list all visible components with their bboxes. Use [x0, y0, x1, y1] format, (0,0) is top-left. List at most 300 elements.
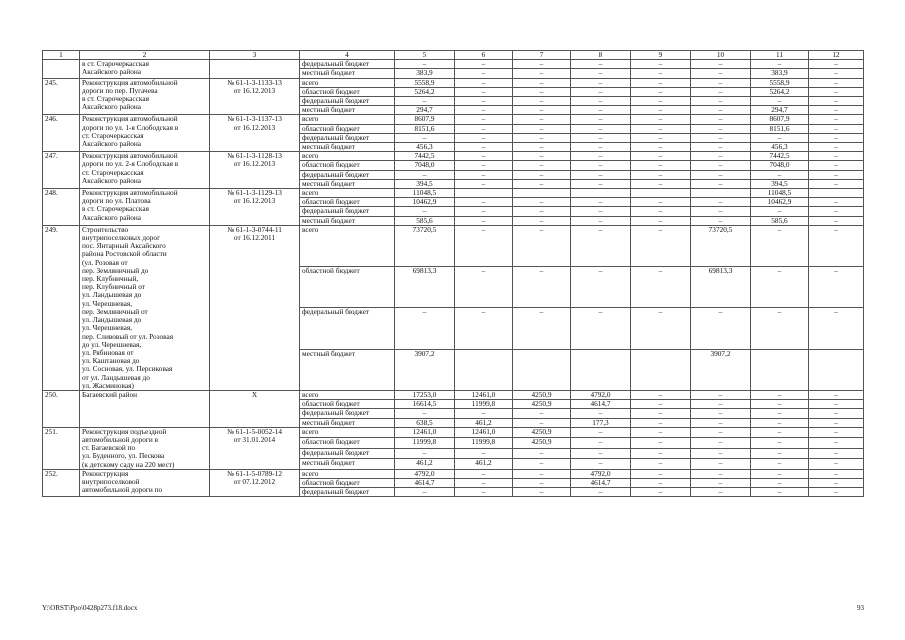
item-number: 245.: [43, 78, 80, 115]
amount-cell: –: [513, 143, 571, 152]
amount-cell: –: [691, 87, 751, 96]
amount-cell: –: [809, 78, 864, 87]
amount-cell: 10462,9: [395, 198, 455, 207]
amount-cell: –: [571, 69, 631, 78]
amount-cell: –: [571, 216, 631, 225]
amount-cell: 11999,8: [395, 438, 455, 449]
object-name-line: пер. Сливовый от ул. Розовая: [82, 331, 174, 341]
amount-cell: 4250,9: [513, 438, 571, 449]
expertise-document: [210, 152, 300, 189]
amount-cell: –: [571, 170, 631, 179]
amount-cell: –: [513, 78, 571, 87]
column-number-header: 11: [751, 51, 809, 60]
amount-cell: 4614,7: [571, 400, 631, 409]
item-number: 246.: [43, 115, 80, 152]
amount-cell: –: [395, 133, 455, 142]
amount-cell: 73720,5: [691, 225, 751, 266]
amount-cell: –: [691, 438, 751, 449]
funding-source-label: федеральный бюджет: [300, 60, 395, 69]
amount-cell: 69813,3: [691, 267, 751, 308]
funding-source-label: местный бюджет: [300, 459, 395, 470]
amount-cell: –: [691, 469, 751, 478]
amount-cell: –: [751, 469, 809, 478]
amount-cell: –: [571, 97, 631, 106]
amount-cell: –: [809, 207, 864, 216]
object-name-line: Реконструкция: [82, 469, 129, 478]
amount-cell: –: [631, 438, 691, 449]
amount-cell: –: [513, 60, 571, 69]
amount-cell: 585,6: [751, 216, 809, 225]
amount-cell: 11048,5: [395, 189, 455, 198]
column-number-header: 4: [300, 51, 395, 60]
amount-cell: 12461,0: [395, 427, 455, 438]
amount-cell: –: [691, 448, 751, 459]
object-name-line: ст. Старочеркасская: [82, 167, 144, 177]
amount-cell: [691, 189, 751, 198]
document-line: от 16.12.2013: [233, 196, 276, 206]
amount-cell: –: [571, 438, 631, 449]
table-row: [43, 115, 864, 124]
object-name-line: Аксайского района: [82, 175, 142, 185]
amount-cell: –: [809, 427, 864, 438]
amount-cell: –: [571, 179, 631, 188]
object-name-line: ул. Каштановая до: [82, 356, 140, 366]
amount-cell: –: [691, 459, 751, 470]
amount-cell: –: [809, 124, 864, 133]
funding-source-label: местный бюджет: [300, 418, 395, 427]
amount-cell: –: [631, 124, 691, 133]
amount-cell: –: [455, 198, 513, 207]
amount-cell: –: [809, 390, 864, 399]
object-name-line: Реконструкция подъездной: [82, 427, 167, 436]
amount-cell: –: [513, 161, 571, 170]
object-name-line: Реконструкция автомобильной: [82, 78, 178, 87]
header-row: [43, 51, 864, 60]
amount-cell: 383,9: [395, 69, 455, 78]
amount-cell: 456,3: [395, 143, 455, 152]
amount-cell: –: [513, 418, 571, 427]
object-name-line: Аксайского района: [82, 139, 142, 149]
object-name-line: в ст. Старочеркасская: [82, 204, 149, 214]
item-number: [43, 60, 80, 78]
amount-cell: –: [455, 115, 513, 124]
amount-cell: –: [691, 488, 751, 497]
amount-cell: –: [631, 179, 691, 188]
amount-cell: –: [395, 97, 455, 106]
funding-source-label: федеральный бюджет: [300, 170, 395, 179]
amount-cell: –: [631, 143, 691, 152]
amount-cell: –: [631, 418, 691, 427]
amount-cell: –: [691, 69, 751, 78]
funding-source-label: всего: [300, 115, 395, 124]
amount-cell: –: [395, 488, 455, 497]
amount-cell: 10462,9: [751, 198, 809, 207]
amount-cell: –: [751, 438, 809, 449]
amount-cell: 294,7: [395, 106, 455, 115]
amount-cell: –: [691, 152, 751, 161]
amount-cell: –: [751, 133, 809, 142]
amount-cell: –: [513, 459, 571, 470]
object-name: [80, 60, 210, 78]
amount-cell: –: [513, 179, 571, 188]
object-name-line: ул. Жасминовая): [82, 380, 134, 390]
funding-source-label: местный бюджет: [300, 106, 395, 115]
document-line: от 16.12.2013: [233, 159, 276, 169]
object-name-line: ул. Рябиновая от: [82, 347, 134, 357]
funding-source-label: федеральный бюджет: [300, 448, 395, 459]
amount-cell: 4250,9: [513, 400, 571, 409]
amount-cell: –: [751, 97, 809, 106]
column-number-header: 3: [210, 51, 300, 60]
amount-cell: –: [631, 161, 691, 170]
object-name: [80, 225, 210, 390]
amount-cell: –: [395, 308, 455, 349]
item-number: 247.: [43, 152, 80, 189]
object-name-line: Аксайского района: [82, 102, 142, 112]
amount-cell: –: [513, 488, 571, 497]
amount-cell: 394,5: [395, 179, 455, 188]
amount-cell: 5558,9: [751, 78, 809, 87]
object-name-line: Реконструкция автомобильной: [82, 188, 178, 198]
amount-cell: –: [631, 225, 691, 266]
amount-cell: –: [691, 478, 751, 487]
object-name: [80, 152, 210, 189]
amount-cell: –: [809, 161, 864, 170]
amount-cell: 5558,9: [395, 78, 455, 87]
document-line: № 61-1-3-1137-13: [227, 114, 282, 124]
amount-cell: [513, 189, 571, 198]
funding-source-label: местный бюджет: [300, 349, 395, 390]
amount-cell: –: [691, 106, 751, 115]
funding-source-label: всего: [300, 78, 395, 87]
amount-cell: 461,2: [455, 459, 513, 470]
amount-cell: –: [691, 97, 751, 106]
funding-source-label: всего: [300, 225, 395, 266]
amount-cell: –: [751, 400, 809, 409]
amount-cell: –: [513, 207, 571, 216]
amount-cell: –: [571, 198, 631, 207]
amount-cell: 7048,0: [751, 161, 809, 170]
funding-source-label: областной бюджет: [300, 198, 395, 207]
object-name-line: района Ростовской области: [82, 249, 167, 259]
amount-cell: –: [631, 152, 691, 161]
table-row: [43, 469, 864, 478]
table-row: [43, 189, 864, 198]
amount-cell: 4792,0: [395, 469, 455, 478]
amount-cell: –: [513, 152, 571, 161]
amount-cell: –: [631, 78, 691, 87]
object-name-line: Реконструкция автомобильной: [82, 114, 178, 124]
amount-cell: –: [809, 152, 864, 161]
amount-cell: 5264,2: [751, 87, 809, 96]
amount-cell: –: [571, 267, 631, 308]
expertise-document: [210, 115, 300, 152]
amount-cell: –: [513, 124, 571, 133]
amount-cell: 5264,2: [395, 87, 455, 96]
amount-cell: –: [691, 390, 751, 399]
item-number: 252.: [43, 469, 80, 497]
amount-cell: –: [455, 179, 513, 188]
amount-cell: –: [809, 418, 864, 427]
column-number-header: 9: [631, 51, 691, 60]
amount-cell: [571, 189, 631, 198]
amount-cell: 8607,9: [395, 115, 455, 124]
amount-cell: –: [631, 87, 691, 96]
amount-cell: –: [455, 478, 513, 487]
amount-cell: –: [809, 216, 864, 225]
expertise-document: [210, 78, 300, 115]
column-number-header: 1: [43, 51, 80, 60]
amount-cell: –: [809, 469, 864, 478]
amount-cell: 394,5: [751, 179, 809, 188]
amount-cell: –: [513, 409, 571, 418]
table-row: [43, 152, 864, 161]
funding-source-label: федеральный бюджет: [300, 308, 395, 349]
amount-cell: –: [809, 87, 864, 96]
amount-cell: –: [809, 267, 864, 308]
funding-source-label: местный бюджет: [300, 69, 395, 78]
amount-cell: –: [809, 459, 864, 470]
amount-cell: –: [631, 469, 691, 478]
amount-cell: –: [809, 400, 864, 409]
document-line: Х: [251, 390, 258, 399]
document-line: № 61-1-3-1133-13: [227, 78, 282, 87]
amount-cell: –: [455, 106, 513, 115]
amount-cell: –: [809, 438, 864, 449]
amount-cell: –: [513, 267, 571, 308]
amount-cell: –: [751, 170, 809, 179]
amount-cell: –: [631, 115, 691, 124]
object-name-line: дороги по ул. Платова: [82, 196, 151, 206]
funding-source-label: областной бюджет: [300, 438, 395, 449]
amount-cell: –: [809, 488, 864, 497]
object-name-line: ул. Черешневая,: [82, 298, 133, 308]
amount-cell: –: [691, 124, 751, 133]
document-line: от 16.12.2013: [233, 122, 276, 132]
column-number-header: 6: [455, 51, 513, 60]
item-number: 251.: [43, 427, 80, 469]
amount-cell: –: [571, 459, 631, 470]
object-name-line: пер. Земляничный от: [82, 306, 148, 316]
amount-cell: –: [809, 133, 864, 142]
amount-cell: –: [809, 97, 864, 106]
object-name-line: от ул. Ландышевая до: [82, 372, 150, 382]
column-number-header: 8: [571, 51, 631, 60]
amount-cell: –: [631, 60, 691, 69]
funding-source-label: федеральный бюджет: [300, 97, 395, 106]
funding-source-label: всего: [300, 189, 395, 198]
amount-cell: 7442,5: [395, 152, 455, 161]
amount-cell: –: [751, 448, 809, 459]
object-name-line: до ул. Черешневая,: [82, 339, 142, 349]
amount-cell: –: [691, 400, 751, 409]
column-number-header: 2: [80, 51, 210, 60]
amount-cell: –: [751, 308, 809, 349]
amount-cell: –: [631, 170, 691, 179]
funding-source-label: местный бюджет: [300, 179, 395, 188]
amount-cell: –: [571, 409, 631, 418]
amount-cell: 3907,2: [395, 349, 455, 390]
amount-cell: –: [571, 78, 631, 87]
funding-source-label: всего: [300, 469, 395, 478]
object-name-line: пер. Клубничный,: [82, 274, 139, 284]
funding-source-label: областной бюджет: [300, 124, 395, 133]
amount-cell: –: [571, 133, 631, 142]
amount-cell: –: [513, 216, 571, 225]
amount-cell: 4614,7: [571, 478, 631, 487]
table-row: [43, 390, 864, 399]
object-name-line: внутрипоселковой: [82, 476, 140, 486]
amount-cell: –: [631, 478, 691, 487]
column-number-header: 12: [809, 51, 864, 60]
object-name: [80, 189, 210, 226]
object-name-line: пер. Земляничный до: [82, 265, 149, 275]
object-name-line: ул. Ландышевая до: [82, 290, 142, 300]
amount-cell: –: [809, 225, 864, 266]
funding-source-label: областной бюджет: [300, 478, 395, 487]
amount-cell: [513, 349, 571, 390]
amount-cell: –: [513, 87, 571, 96]
amount-cell: [455, 349, 513, 390]
amount-cell: –: [455, 448, 513, 459]
amount-cell: –: [455, 143, 513, 152]
object-name: [80, 427, 210, 469]
amount-cell: –: [631, 488, 691, 497]
amount-cell: –: [809, 69, 864, 78]
amount-cell: –: [395, 448, 455, 459]
amount-cell: –: [631, 69, 691, 78]
amount-cell: [571, 349, 631, 390]
amount-cell: –: [631, 198, 691, 207]
amount-cell: –: [571, 207, 631, 216]
amount-cell: –: [691, 216, 751, 225]
funding-source-label: всего: [300, 427, 395, 438]
amount-cell: 4792,0: [571, 469, 631, 478]
document-line: № 61-1-5-0052-14: [227, 427, 282, 436]
amount-cell: –: [691, 170, 751, 179]
amount-cell: –: [513, 69, 571, 78]
amount-cell: –: [691, 78, 751, 87]
amount-cell: –: [751, 459, 809, 470]
object-name: [80, 469, 210, 497]
amount-cell: –: [455, 469, 513, 478]
amount-cell: –: [809, 60, 864, 69]
amount-cell: –: [691, 179, 751, 188]
amount-cell: –: [571, 106, 631, 115]
amount-cell: –: [513, 225, 571, 266]
amount-cell: –: [631, 97, 691, 106]
amount-cell: –: [455, 78, 513, 87]
amount-cell: –: [691, 409, 751, 418]
funding-source-label: областной бюджет: [300, 267, 395, 308]
amount-cell: –: [455, 97, 513, 106]
amount-cell: –: [455, 488, 513, 497]
amount-cell: 4614,7: [395, 478, 455, 487]
amount-cell: [809, 349, 864, 390]
amount-cell: –: [691, 115, 751, 124]
amount-cell: –: [455, 152, 513, 161]
funding-source-label: областной бюджет: [300, 400, 395, 409]
amount-cell: 383,9: [751, 69, 809, 78]
object-name-line: Багаевский район: [82, 390, 138, 399]
amount-cell: –: [513, 170, 571, 179]
table-row: [43, 60, 864, 69]
funding-source-label: федеральный бюджет: [300, 488, 395, 497]
expertise-document: [210, 427, 300, 469]
amount-cell: –: [809, 308, 864, 349]
amount-cell: 456,3: [751, 143, 809, 152]
amount-cell: –: [751, 488, 809, 497]
amount-cell: –: [751, 409, 809, 418]
amount-cell: 11999,8: [455, 438, 513, 449]
object-name-line: Аксайского района: [82, 212, 142, 222]
column-number-header: 7: [513, 51, 571, 60]
amount-cell: –: [691, 427, 751, 438]
amount-cell: –: [455, 308, 513, 349]
amount-cell: –: [455, 409, 513, 418]
amount-cell: –: [809, 179, 864, 188]
object-name-line: ст. Багаевской по: [82, 443, 136, 453]
expertise-document: [210, 225, 300, 390]
column-number-header: 10: [691, 51, 751, 60]
object-name-line: дороги по ул. 1-я Слободская в: [82, 122, 179, 132]
amount-cell: –: [513, 133, 571, 142]
amount-cell: –: [395, 207, 455, 216]
document-line: от 16.12.2011: [233, 233, 276, 243]
amount-cell: –: [571, 308, 631, 349]
amount-cell: –: [513, 469, 571, 478]
amount-cell: –: [455, 207, 513, 216]
amount-cell: –: [691, 143, 751, 152]
expertise-document: [210, 469, 300, 497]
column-number-header: 5: [395, 51, 455, 60]
object-name-line: ул. Сосновая, ул. Персиковая: [82, 364, 173, 374]
amount-cell: –: [571, 115, 631, 124]
funding-source-label: местный бюджет: [300, 216, 395, 225]
object-name: [80, 390, 210, 427]
amount-cell: –: [809, 170, 864, 179]
expertise-document: [210, 60, 300, 78]
amount-cell: –: [631, 427, 691, 438]
budget-table: [42, 50, 864, 497]
table-body: [43, 60, 864, 497]
amount-cell: –: [809, 478, 864, 487]
amount-cell: –: [513, 448, 571, 459]
object-name-line: в ст. Старочеркасская: [82, 94, 149, 104]
amount-cell: [455, 189, 513, 198]
amount-cell: 7048,0: [395, 161, 455, 170]
amount-cell: –: [513, 106, 571, 115]
amount-cell: –: [751, 60, 809, 69]
amount-cell: 3907,2: [691, 349, 751, 390]
document-line: от 16.12.2013: [233, 85, 276, 95]
amount-cell: –: [513, 198, 571, 207]
funding-source-label: всего: [300, 152, 395, 161]
amount-cell: –: [571, 87, 631, 96]
amount-cell: –: [691, 161, 751, 170]
expertise-document: [210, 189, 300, 226]
amount-cell: –: [455, 161, 513, 170]
amount-cell: 294,7: [751, 106, 809, 115]
amount-cell: –: [751, 267, 809, 308]
amount-cell: –: [571, 427, 631, 438]
amount-cell: –: [571, 488, 631, 497]
object-name-line: ст. Старочеркасская: [82, 130, 144, 140]
amount-cell: –: [455, 60, 513, 69]
amount-cell: –: [571, 124, 631, 133]
object-name-line: пос. Янтарный Аксайского: [82, 241, 166, 251]
amount-cell: –: [571, 225, 631, 266]
